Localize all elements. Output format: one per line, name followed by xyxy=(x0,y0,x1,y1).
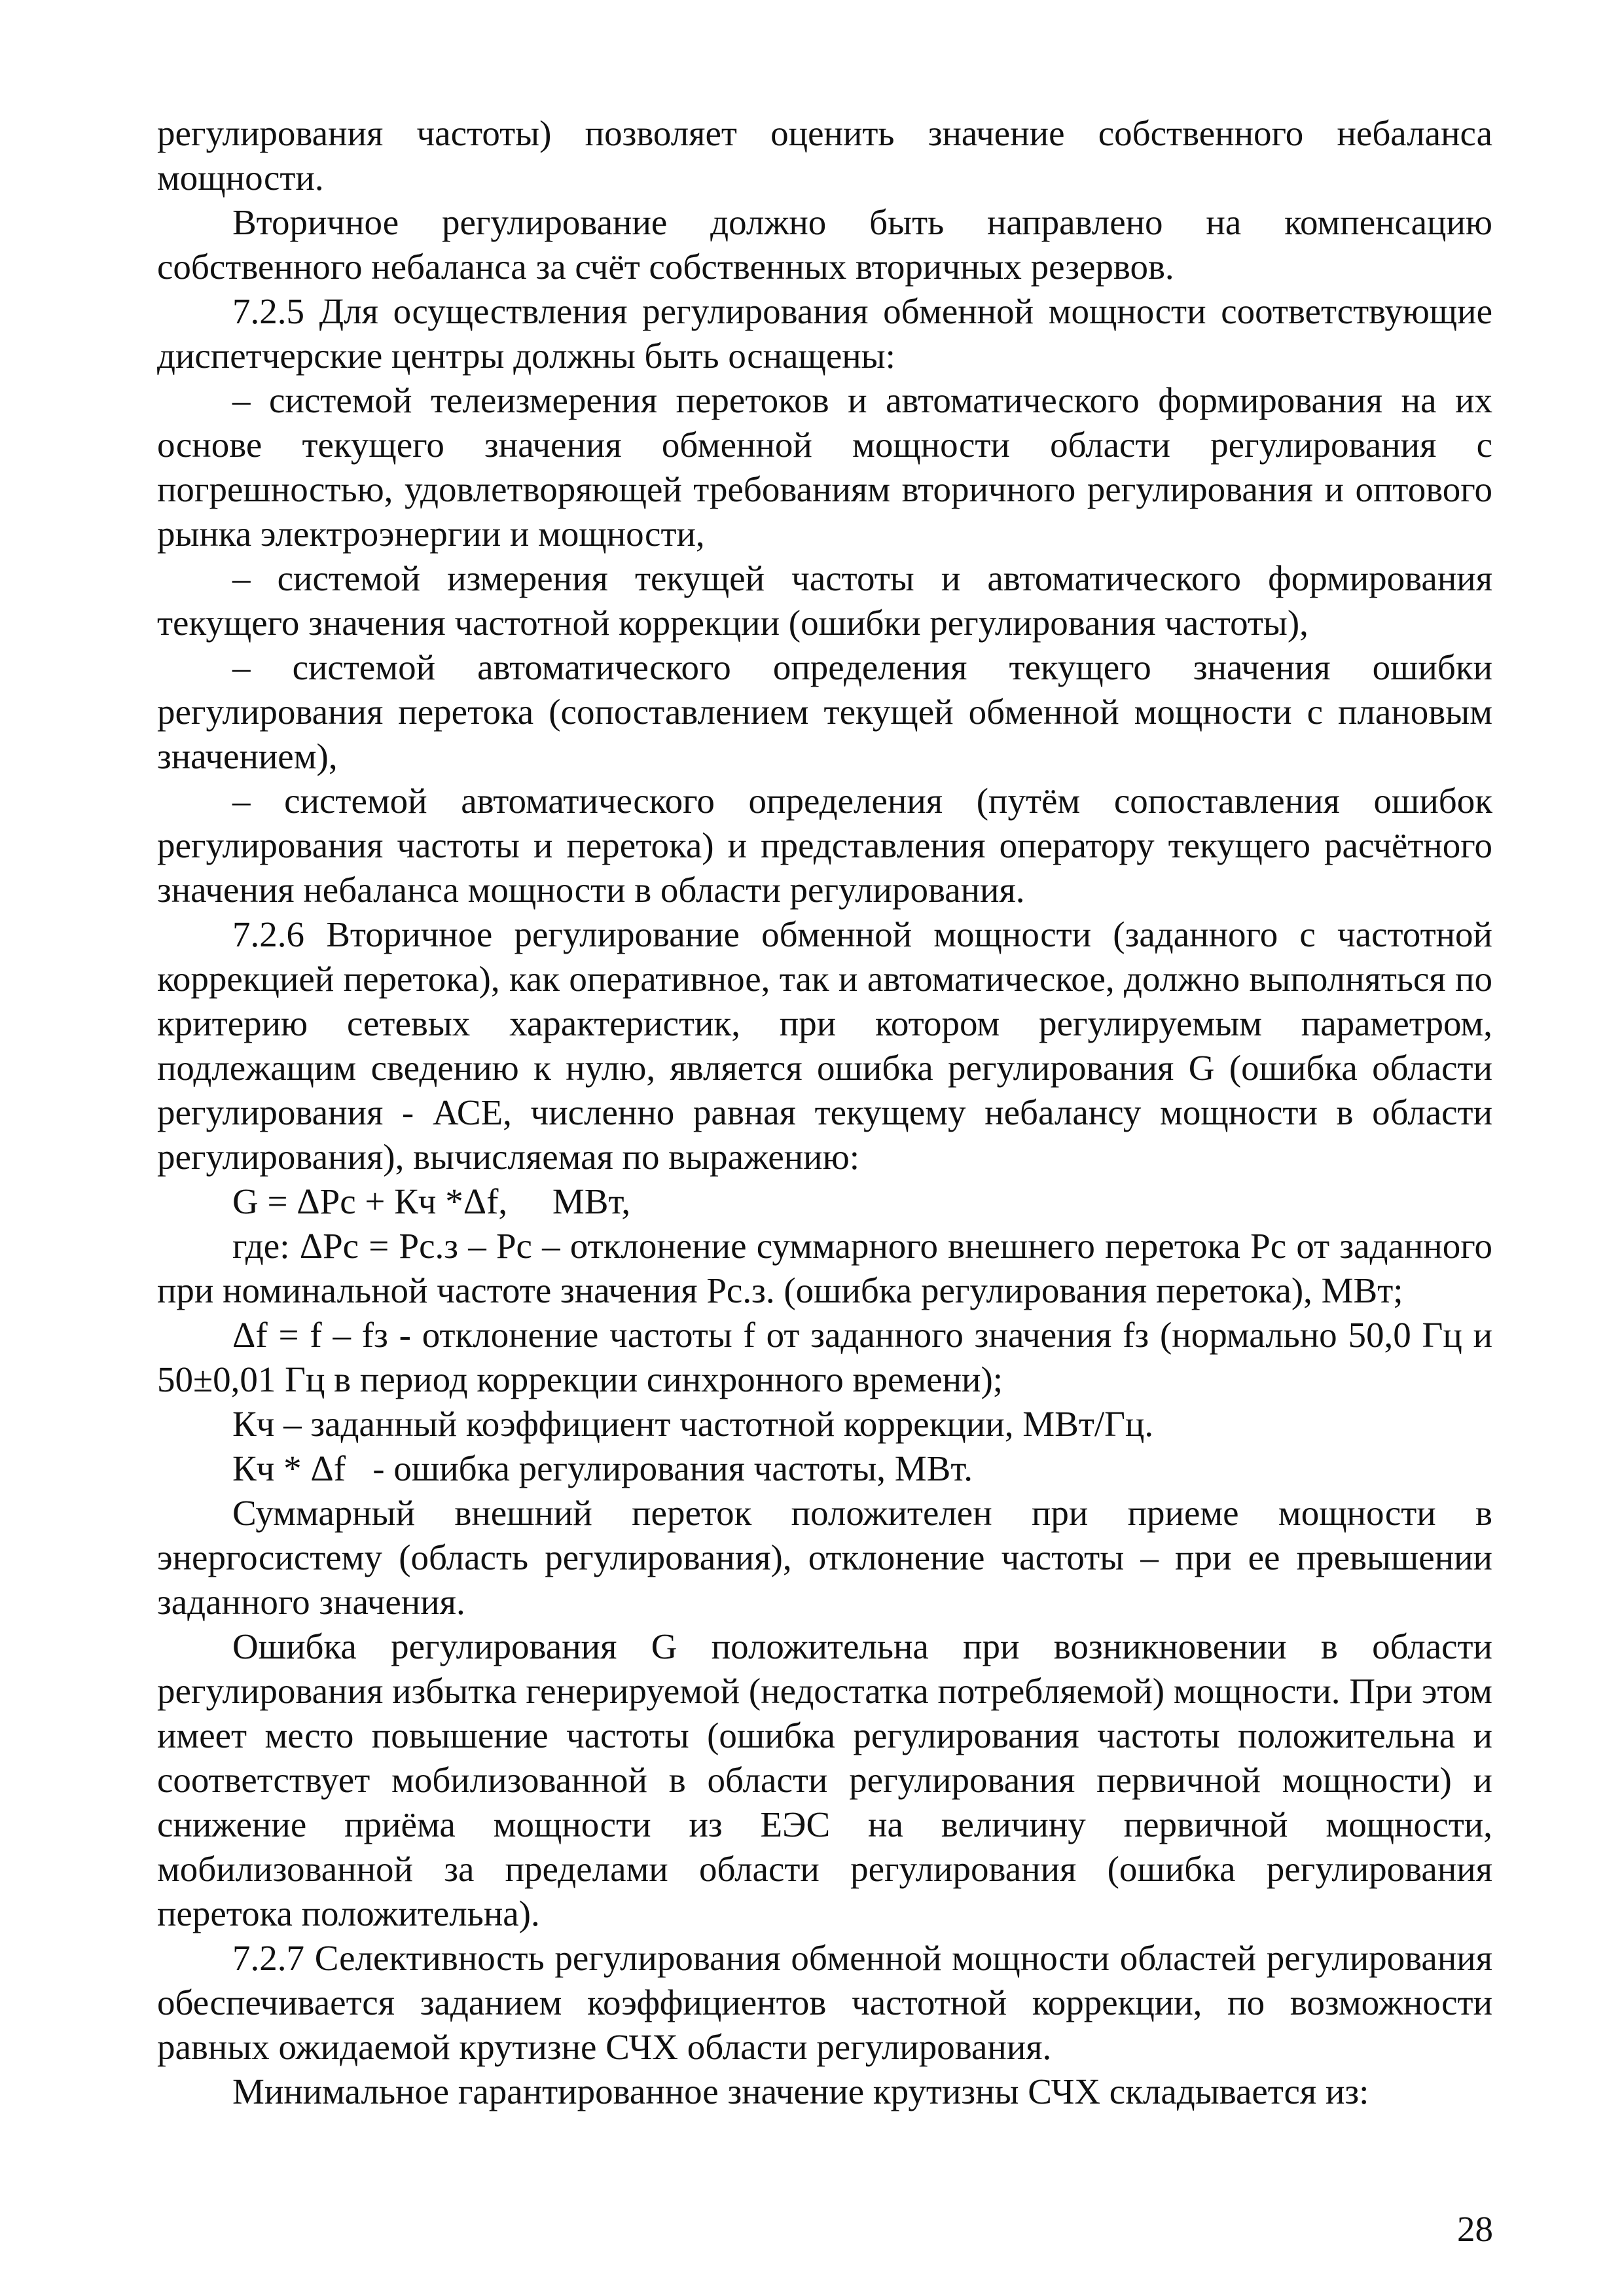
list-item: – системой телеизмерения перетоков и автоматического формирования на их основе текущего значения обменной мощности области регулирования с погрешностью, удовлетворяющей требованиям вторичного регулирования и оптового рынка электроэнергии и мощности, xyxy=(157,380,1492,554)
formula-g: G = ΔРс + Кч *Δf, МВт, xyxy=(232,1181,631,1221)
formula-definition: где: ΔРс = Рс.з – Рс – отклонение суммарного внешнего перетока Рс от заданного при номинальной частоте значения Рс.з. (ошибка регулирования перетока), МВт; xyxy=(157,1226,1492,1310)
paragraph: Вторичное регулирование должно быть направлено на компенсацию собственного небаланса за счёт собственных вторичных резервов. xyxy=(157,202,1492,287)
list-item: – системой автоматического определения (путём сопоставления ошибок регулирования частоты и перетока) и представления оператору текущего расчётного значения небаланса мощности в области регулирования. xyxy=(157,781,1492,910)
paragraph-section-7-2-5: 7.2.5 Для осуществления регулирования обменной мощности соответствующие диспетчерские центры должны быть оснащены: xyxy=(157,291,1492,376)
page-number: 28 xyxy=(1457,2209,1493,2249)
document-body xyxy=(157,111,1492,2114)
paragraph: регулирования частоты) позволяет оценить значение собственного небаланса мощности. xyxy=(157,113,1492,198)
paragraph-section-7-2-6: 7.2.6 Вторичное регулирование обменной мощности (заданного с частотной коррекцией перетока), как оперативное, так и автоматическое, должно выполняться по критерию сетевых характеристик, при котором регулируемым параметром, подлежащим сведению к нулю, является ошибка регулирования G (ошибка области регулирования - АСЕ, численно равная текущему небалансу мощности в области регулирования), вычисляемая по выражению: xyxy=(157,914,1492,1177)
paragraph: Минимальное гарантированное значение крутизны СЧХ складывается из: xyxy=(232,2072,1369,2111)
list-item: – системой измерения текущей частоты и автоматического формирования текущего значения частотной коррекции (ошибки регулирования частоты), xyxy=(157,558,1492,643)
formula-definition: Кч * Δf - ошибка регулирования частоты, МВт. xyxy=(232,1448,973,1488)
paragraph: Ошибка регулирования G положительна при возникновении в области регулирования избытка генерируемой (недостатка потребляемой) мощности. При этом имеет место повышение частоты (ошибка регулирования частоты положительна и соответствует мобилизованной в области регулирования первичной мощности) и снижение приёма мощности из ЕЭС на величину первичной мощности, мобилизованной за пределами области регулирования (ошибка регулирования перетока положительна). xyxy=(157,1626,1492,1933)
paragraph-section-7-2-7: 7.2.7 Селективность регулирования обменной мощности областей регулирования обеспечивается заданием коэффициентов частотной коррекции, по возможности равных ожидаемой крутизне СЧХ области регулирования. xyxy=(157,1938,1492,2067)
list-item: – системой автоматического определения текущего значения ошибки регулирования перетока (сопоставлением текущей обменной мощности с плановым значением), xyxy=(157,647,1492,776)
formula-definition: Кч – заданный коэффициент частотной коррекции, МВт/Гц. xyxy=(232,1404,1154,1444)
formula-definition: Δf = f – fз - отклонение частоты f от заданного значения fз (нормально 50,0 Гц и 50±0,01 Гц в период коррекции синхронного времени); xyxy=(157,1315,1492,1399)
paragraph: Суммарный внешний переток положителен при приеме мощности в энергосистему (область регулирования), отклонение частоты – при ее превышении заданного значения. xyxy=(157,1493,1492,1622)
